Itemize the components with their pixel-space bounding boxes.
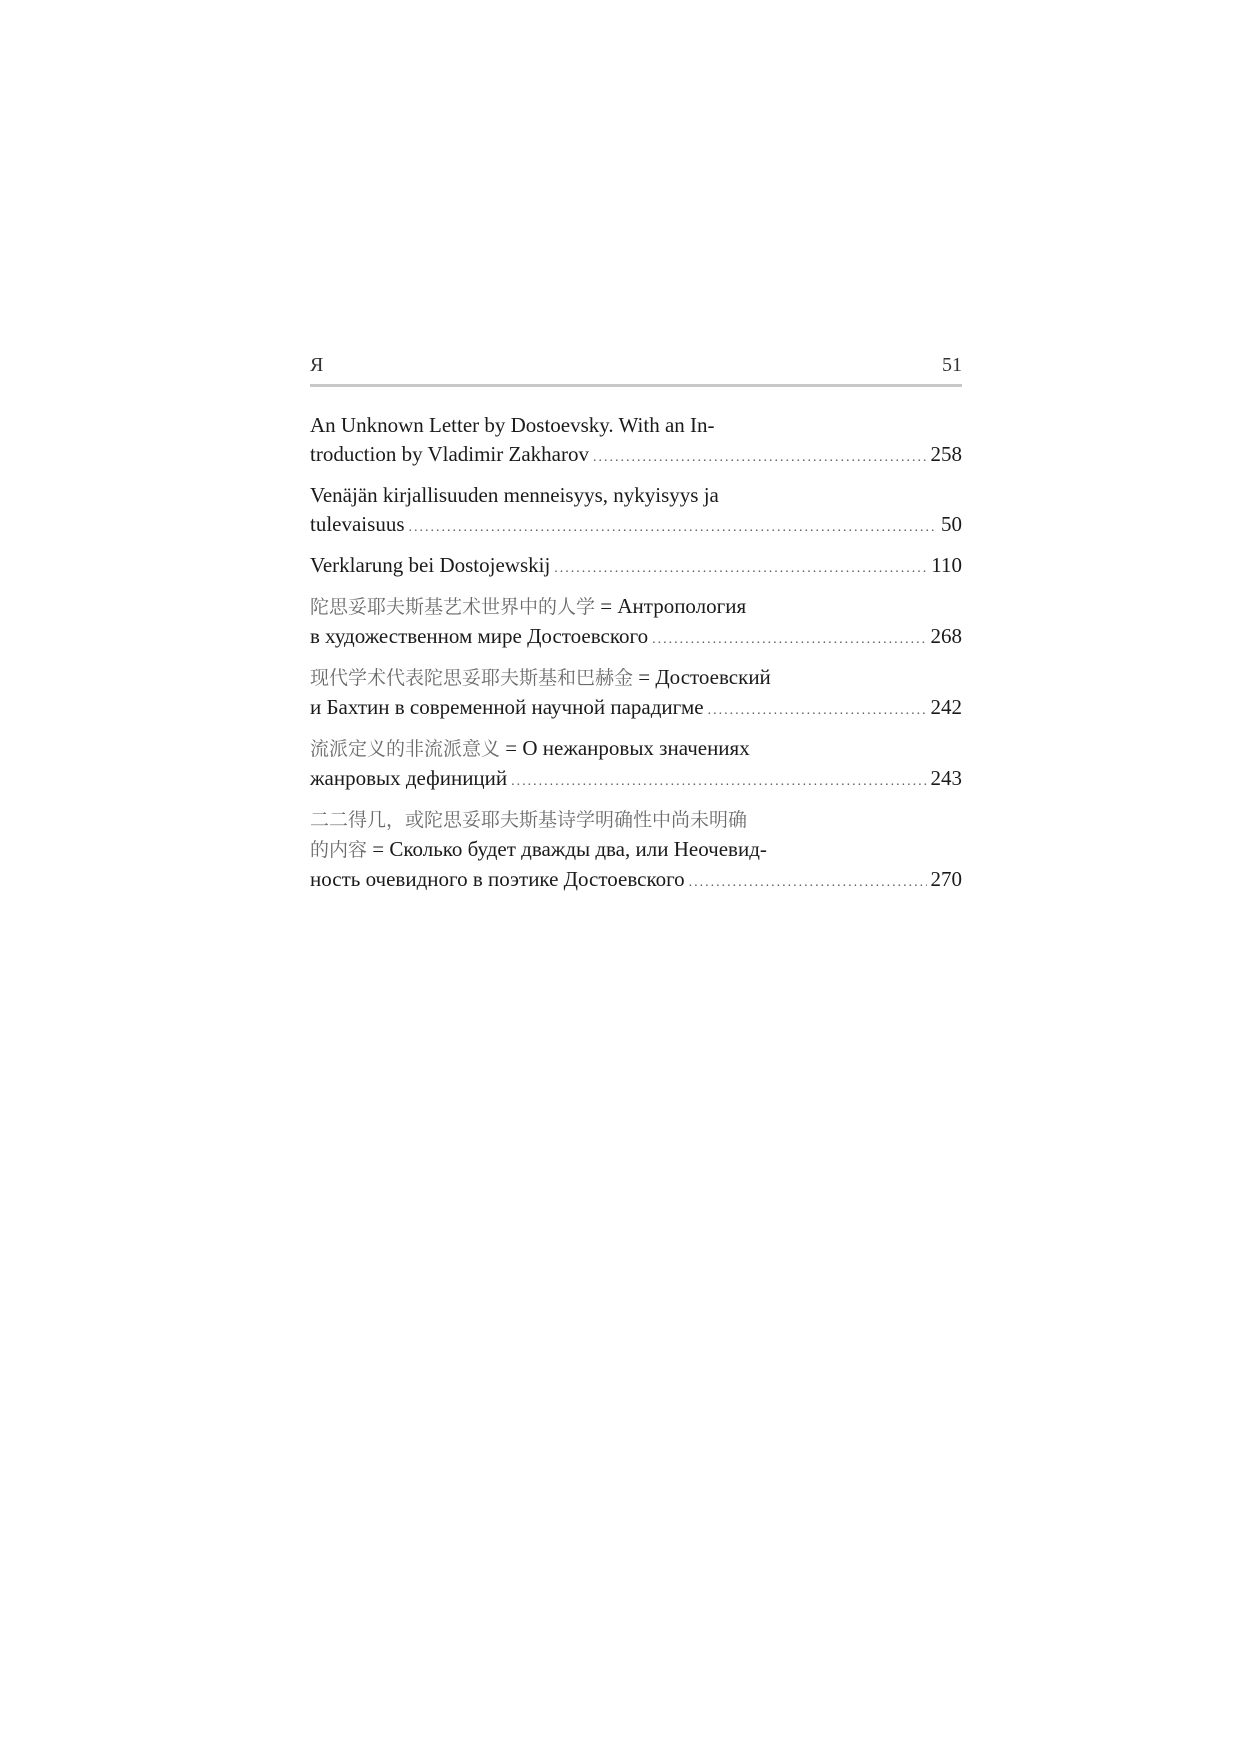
index-page (310, 352, 962, 906)
index-entries (310, 411, 962, 897)
index-entry (310, 663, 962, 725)
entry-last-line (310, 764, 962, 796)
entry-line (310, 734, 962, 764)
entry-text: ность очевидного в поэтике Достоевского (310, 867, 685, 891)
dot-leader (554, 554, 927, 583)
entry-last-line (310, 440, 962, 472)
entry-page: 268 (930, 624, 962, 648)
section-letter: Я (310, 354, 324, 376)
entry-line: An Unknown Letter by Dostoevsky. With an In- (310, 413, 715, 437)
entry-chinese-title-cont: 的内容 (310, 839, 368, 861)
index-entry (310, 551, 962, 583)
index-entry (310, 411, 962, 472)
entry-page: 258 (930, 442, 962, 466)
index-entry (310, 734, 962, 796)
entry-russian-title: = О нежанровых значениях (500, 736, 750, 760)
entry-line: Venäjän kirjallisuuden menneisyys, nykyisyys ja (310, 483, 719, 507)
entry-last-line (310, 693, 962, 725)
index-entry (310, 481, 962, 542)
index-entry (310, 592, 962, 654)
entry-text: troduction by Vladimir Zakharov (310, 442, 589, 466)
entry-line (310, 835, 962, 865)
running-head (310, 352, 962, 384)
entry-last-line (310, 510, 962, 542)
entry-line (310, 592, 962, 622)
entry-page: 242 (930, 695, 962, 719)
entry-russian-title: = Достоевский (633, 665, 771, 689)
entry-last-line (310, 551, 962, 583)
dot-leader (652, 625, 926, 654)
dot-leader (593, 443, 927, 472)
entry-russian-title: = Сколько будет дважды два, или Неочевид- (367, 837, 767, 861)
entry-page: 243 (930, 766, 962, 790)
dot-leader (409, 513, 938, 542)
entry-text: и Бахтин в современной научной парадигме (310, 695, 704, 719)
dot-leader (511, 767, 926, 796)
entry-russian-title: = Антропология (595, 594, 747, 618)
entry-last-line (310, 865, 962, 897)
entry-chinese-title: 流派定义的非流派意义 (310, 738, 501, 760)
entry-chinese-title: 陀思妥耶夫斯基艺术世界中的人学 (310, 596, 596, 618)
header-rule (310, 384, 962, 387)
entry-line (310, 805, 962, 835)
entry-last-line (310, 622, 962, 654)
entry-page: 270 (930, 867, 962, 891)
entry-text: tulevaisuus (310, 512, 405, 536)
entry-page: 110 (931, 553, 962, 577)
entry-chinese-title: 现代学术代表陀思妥耶夫斯基和巴赫金 (310, 667, 634, 689)
entry-text: Verklarung bei Dostojewskij (310, 553, 551, 577)
dot-leader (689, 868, 927, 897)
entry-text: жанровых дефиниций (310, 766, 508, 790)
entry-text: в художественном мире Достоевского (310, 624, 649, 648)
dot-leader (708, 696, 927, 725)
page-number: 51 (942, 354, 962, 376)
entry-line (310, 663, 962, 693)
entry-chinese-title: 二二得几，或陀思妥耶夫斯基诗学明确性中尚未明确 (310, 809, 748, 831)
index-entry (310, 805, 962, 897)
entry-page: 50 (941, 512, 962, 536)
